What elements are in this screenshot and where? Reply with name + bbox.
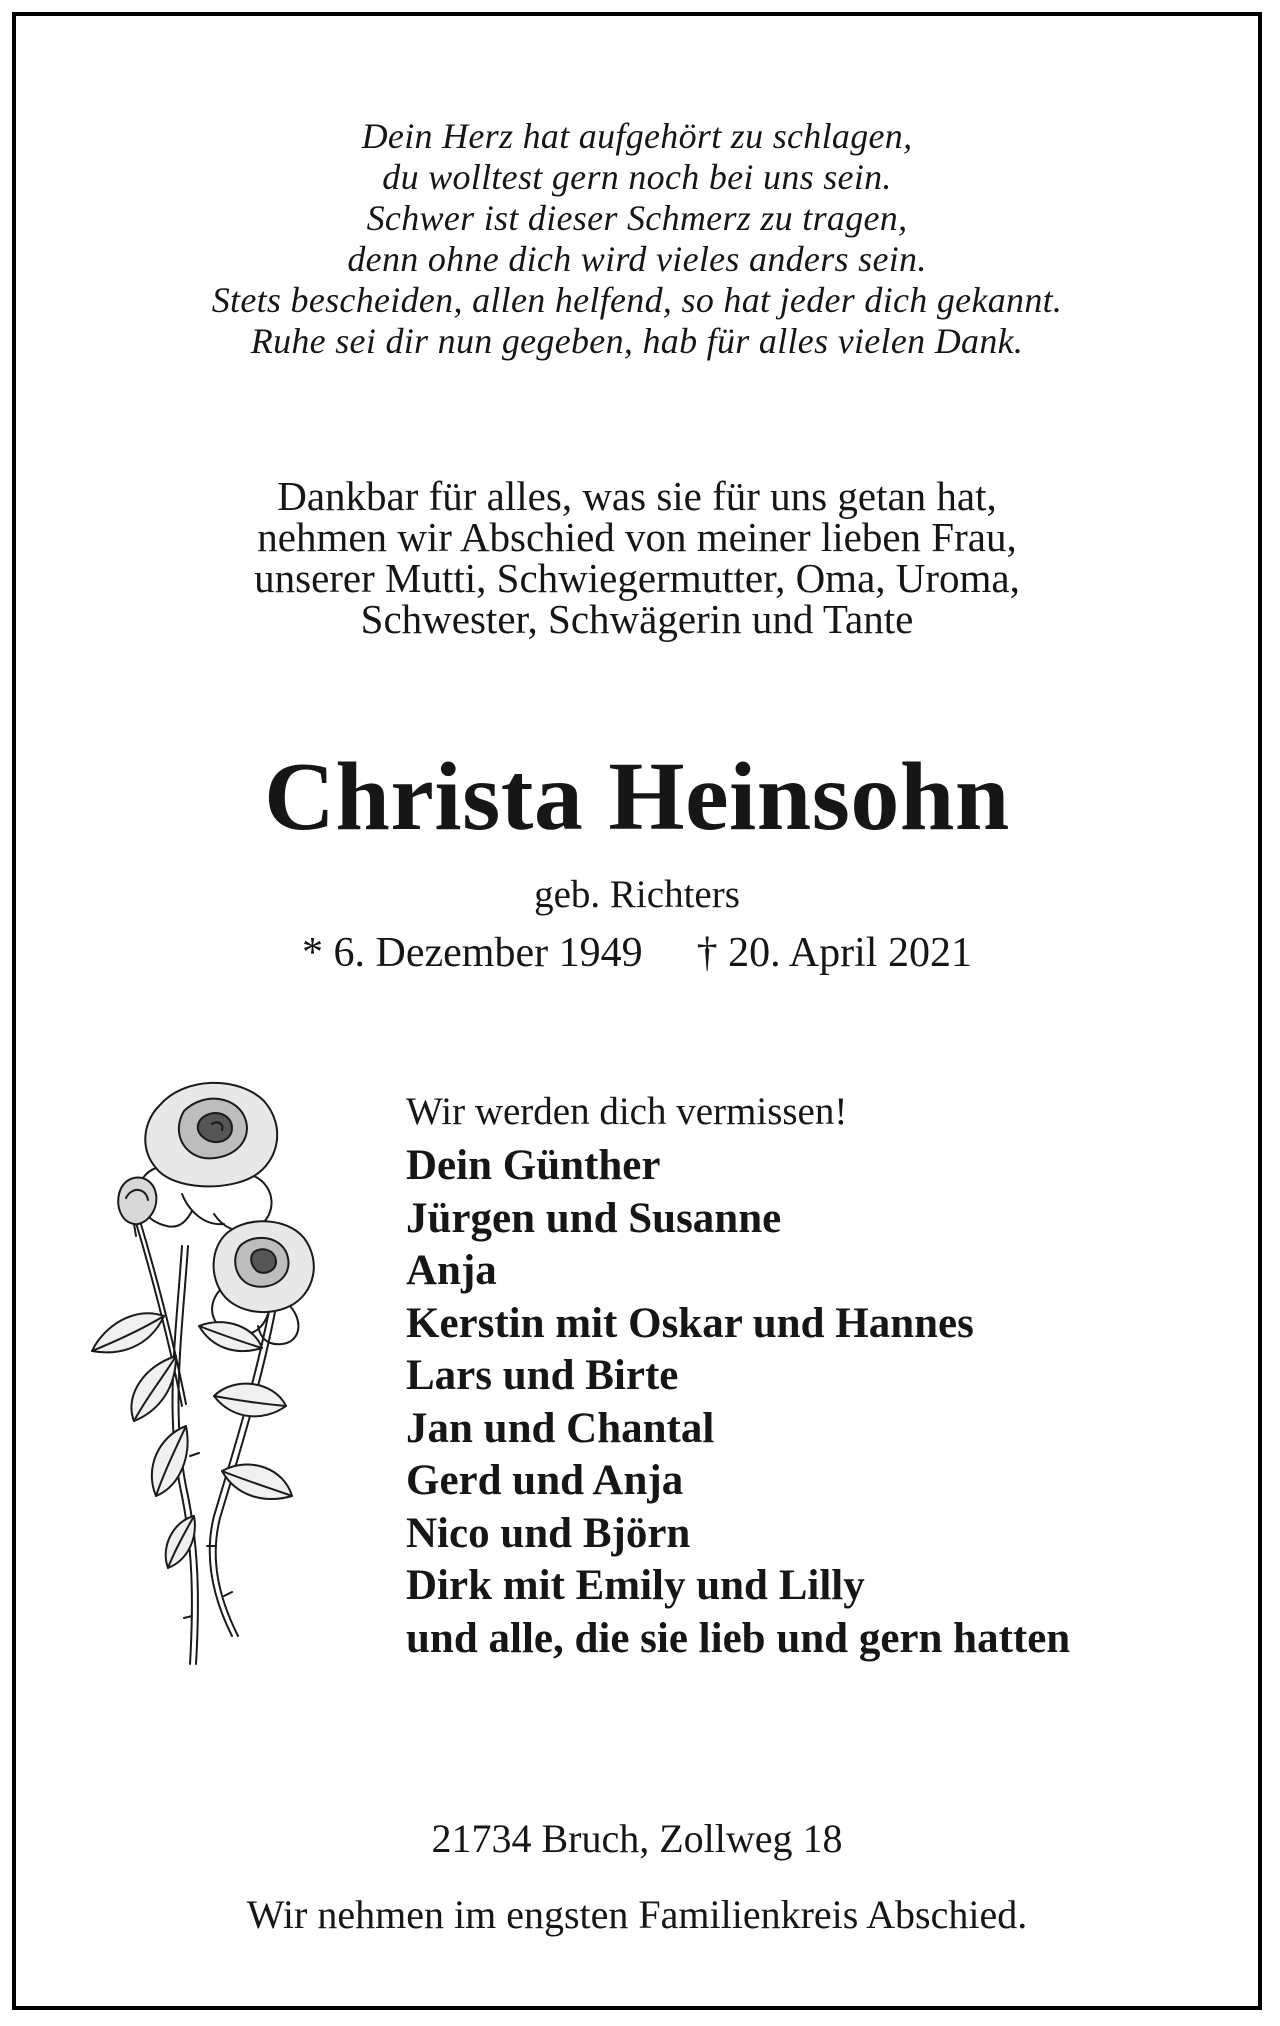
mourner-name: Jan und Chantal [406,1404,715,1452]
closing-note: Wir nehmen im engsten Familienkreis Abschied. [246,1892,1028,1937]
mourner-name: Anja [406,1247,497,1294]
roses-illustration-icon [64,1076,364,1676]
mourner-name: Dein Günther [406,1142,661,1189]
mourner-name: Dirk mit Emily und Lilly [406,1562,865,1609]
mourners-block [406,1084,1226,1665]
mourner-name: Jürgen und Susanne [406,1194,782,1242]
poem-line: Ruhe sei dir nun gegeben, hab für alles vielen Dank. [250,321,1024,361]
mourner-name: Nico und Björn [406,1509,691,1557]
poem-line: du wolltest gern noch bei uns sein. [382,157,892,197]
intro-line: Schwester, Schwägerin und Tante [360,596,914,642]
intro-line: nehmen wir Abschied von meiner lieben Frau, [257,514,1017,560]
mourners-list [406,1140,1226,1665]
intro-line: Dankbar für alles, was sie für uns getan hat, [277,473,997,519]
mourner-name: und alle, die sie lieb und gern hatten [406,1614,1071,1662]
birth-date: * 6. Dezember 1949 [302,930,643,976]
poem-line: Stets bescheiden, allen helfend, so hat jeder dich gekannt. [211,280,1063,320]
mourner-name: Lars und Birte [406,1352,679,1399]
intro-text [16,473,1258,642]
poem-line: denn ohne dich wird vieles anders sein. [347,239,927,279]
death-date: † 20. April 2021 [696,930,972,976]
address: 21734 Bruch, Zollweg 18 [431,1816,843,1861]
deceased-name: Christa Heinsohn [264,743,1010,851]
mourners-lead: Wir werden dich vermissen! [406,1090,848,1133]
life-dates [16,927,1258,979]
poem [16,116,1258,362]
maiden-name: geb. Richters [534,873,740,916]
intro-line: unserer Mutti, Schwiegermutter, Oma, Uroma, [254,555,1020,601]
mourner-name: Gerd und Anja [406,1457,684,1504]
poem-line: Dein Herz hat aufgehört zu schlagen, [361,116,913,156]
obituary-frame [12,12,1262,2010]
mourner-name: Kerstin mit Oskar und Hannes [406,1299,974,1347]
poem-line: Schwer ist dieser Schmerz zu tragen, [366,198,908,238]
